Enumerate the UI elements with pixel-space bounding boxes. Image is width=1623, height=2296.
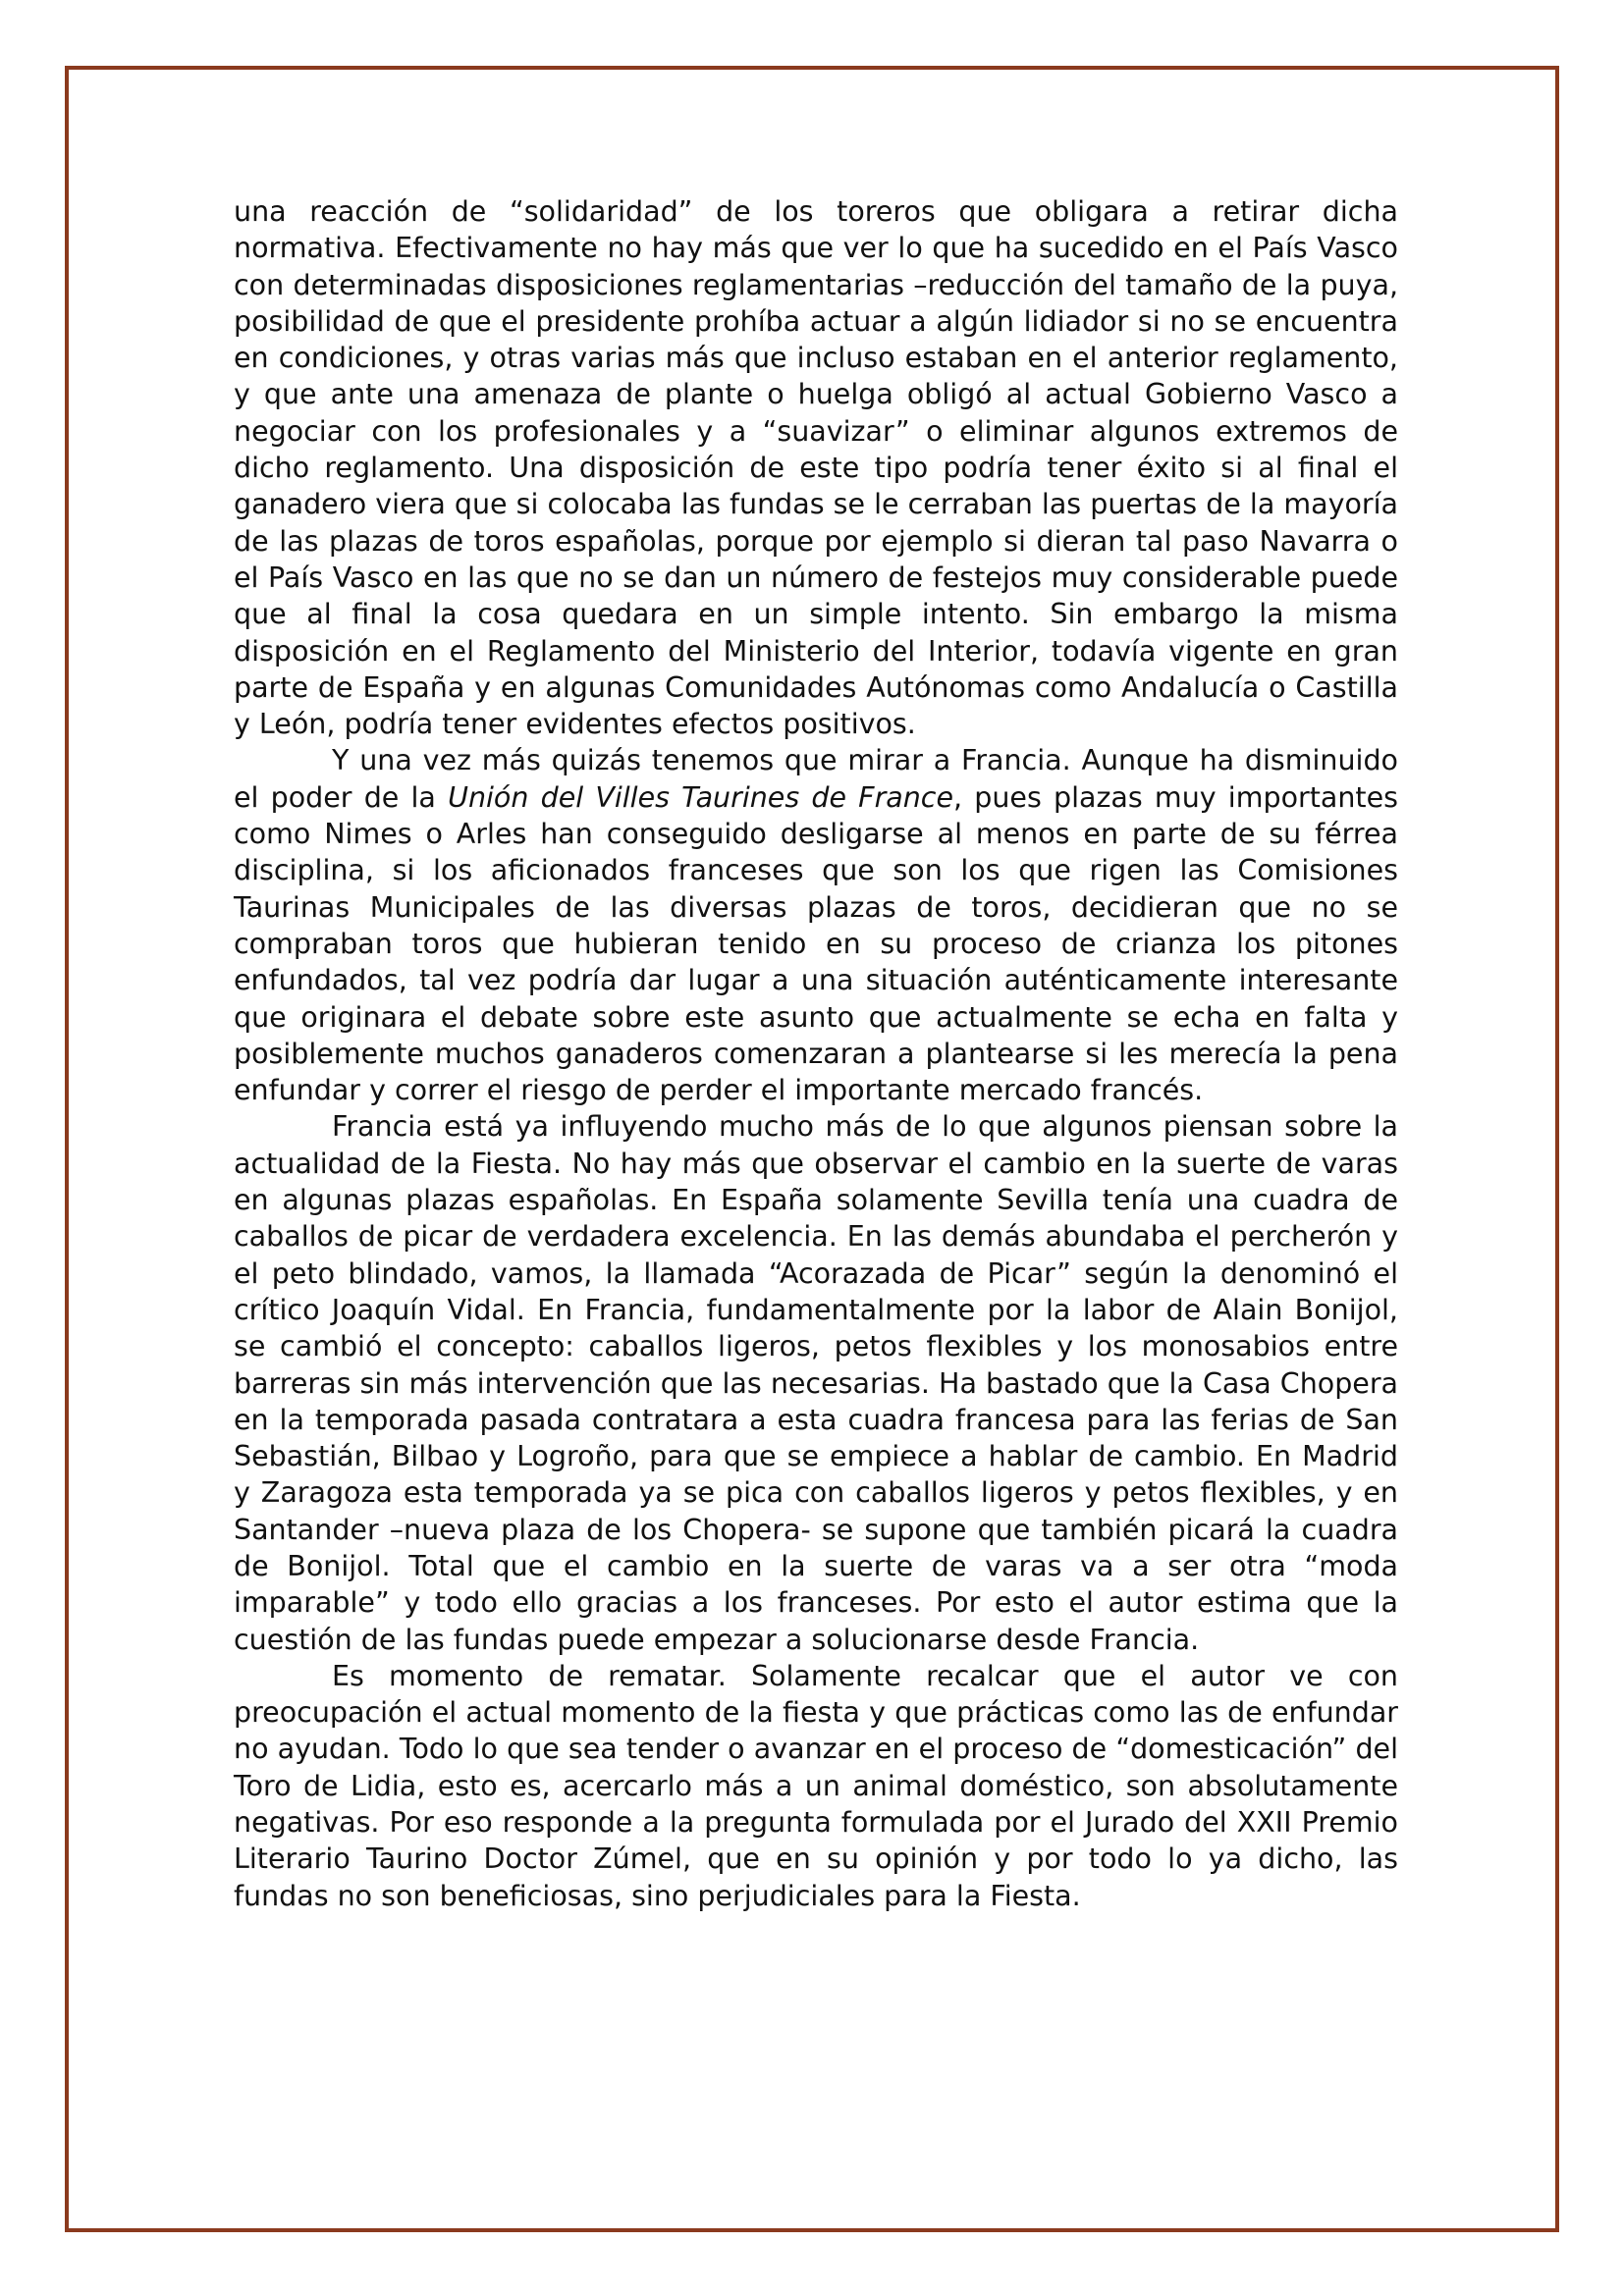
paragraph-3: [234, 1108, 1398, 1657]
union-villes-taurines-title: Unión del Villes Taurines de France: [448, 780, 954, 814]
paragraph-2-text-start: Y una vez más quizás tenemos que mirar a Francia. Aunque ha disminuido el poder de la: [234, 744, 1398, 814]
paragraph-1-text: una reacción de “solidaridad” de los toreros que obligara a retirar dicha normativa. Efectivamente no hay más que ver lo que ha sucedido en el País Vasco con determinadas disposiciones reglamentarias –reducción del tamaño de la puya, posibilidad de que el presidente prohíba actuar a algún lidiador si no se encuentra en condiciones, y otras varias más que incluso estaban en el anterior reglamento, y que ante una amenaza de plante o huelga obligó al actual Gobierno Vasco a negociar con los profesionales y a “suavizar” o eliminar algunos extremos de dicho reglamento. Una disposición de este tipo podría tener éxito si al final el ganadero viera que si colocaba las fundas se le cerraban las puertas de la mayoría de las plazas de toros españolas, porque por ejemplo si dieran tal paso Navarra o el País Vasco en las que no se dan un número de festejos muy considerable puede que al final la cosa quedara en un simple intento. Sin embargo la misma disposición en el Reglamento del Ministerio del Interior, todavía vigente en gran parte de España y en algunas Comunidades Autónomas como Andalucía o Castilla y León, podría tener evidentes efectos positivos.: [234, 195, 1398, 741]
paragraph-2-text-end: , pues plazas muy importantes como Nimes o Arles han conseguido desligarse al menos en parte de su férrea disciplina, si los aficionados franceses que son los que rigen las Comisiones Taurinas Municipales de las diversas plazas de toros, decidieran que no se compraban toros que hubieran tenido en su proceso de crianza los pitones enfundados, tal vez podría dar lugar a una situación auténticamente interesante que originara el debate sobre este asunto que actualmente se echa en falta y posiblemente muchos ganaderos comenzaran a plantearse si les merecía la pena enfundar y correr el riesgo de perder el importante mercado francés.: [234, 780, 1398, 1107]
paragraph-1: [234, 193, 1398, 742]
paragraph-4-text: Es momento de rematar. Solamente recalcar que el autor ve con preocupación el actual momento de la fiesta y que prácticas como las de enfundar no ayudan. Todo lo que sea tender o avanzar en el proceso de “domesticación” del Toro de Lidia, esto es, acercarlo más a un animal doméstico, son absolutamente negativas. Por eso responde a la pregunta formulada por el Jurado del XXII Premio Literario Taurino Doctor Zúmel, que en su opinión y por todo lo ya dicho, las fundas no son beneficiosas, sino perjudiciales para la Fiesta.: [234, 1659, 1398, 1912]
paragraph-3-text: Francia está ya influyendo mucho más de lo que algunos piensan sobre la actualidad de la Fiesta. No hay más que observar el cambio en la suerte de varas en algunas plazas españolas. En España solamente Sevilla tenía una cuadra de caballos de picar de verdadera excelencia. En las demás abundaba el percherón y el peto blindado, vamos, la llamada “Acorazada de Picar” según la denominó el crítico Joaquín Vidal. En Francia, fundamentalmente por la labor de Alain Bonijol, se cambió el concepto: caballos ligeros, petos flexibles y los monosabios entre barreras sin más intervención que las necesarias. Ha bastado que la Casa Chopera en la temporada pasada contratara a esta cuadra francesa para las ferias de San Sebastián, Bilbao y Logroño, para que se empiece a hablar de cambio. En Madrid y Zaragoza esta temporada ya se pica con caballos ligeros y petos flexibles, y en Santander –nueva plaza de los Chopera- se supone que también picará la cuadra de Bonijol. Total que el cambio en la suerte de varas va a ser otra “moda imparable” y todo ello gracias a los franceses. Por esto el autor estima que la cuestión de las fundas puede empezar a solucionarse desde Francia.: [234, 1110, 1398, 1656]
document-body: [234, 193, 1398, 1914]
paragraph-2: [234, 742, 1398, 1108]
paragraph-4: [234, 1658, 1398, 1914]
